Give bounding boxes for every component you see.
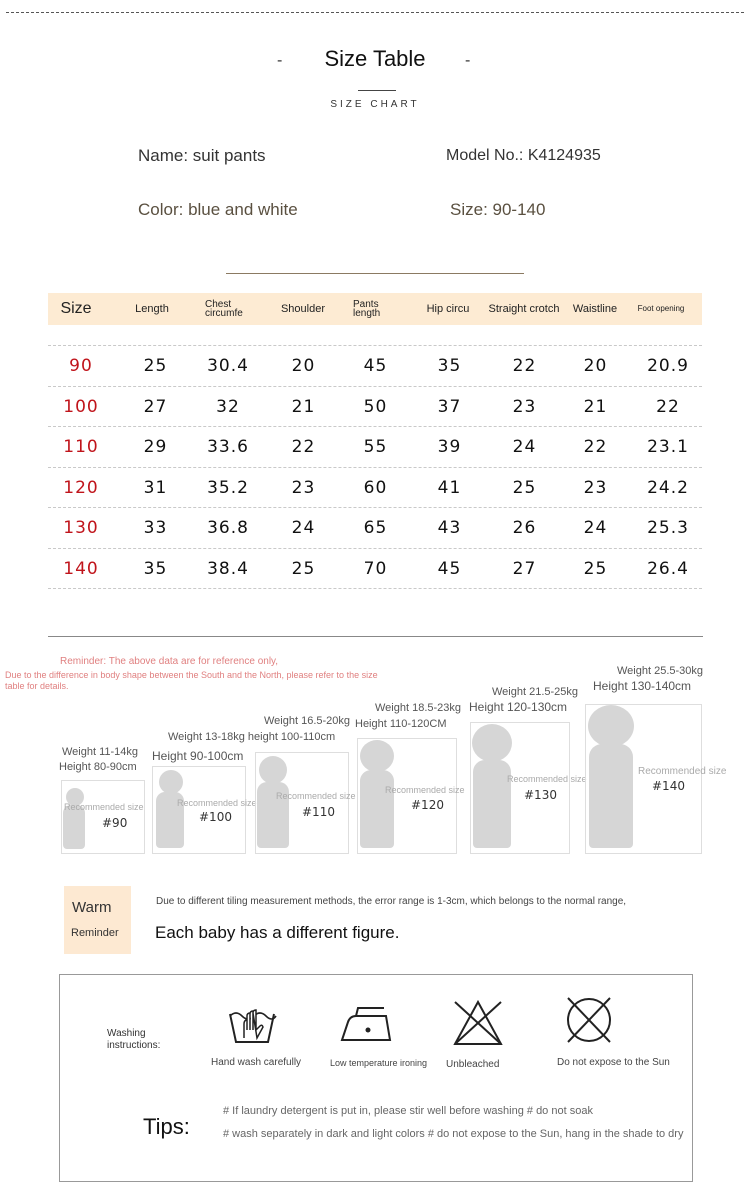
- hand-wash-caption: Hand wash carefully: [211, 1057, 302, 1068]
- reminder-line-2: Due to the difference in body shape between the South and the North, please refer to the size table for details.: [5, 670, 378, 691]
- cell-length: 31: [143, 478, 168, 498]
- size-110-number: #110: [302, 805, 335, 819]
- child-silhouette-icon: [473, 760, 511, 848]
- warm-reminder-note: Due to different tiling measurement methods, the error range is 1-3cm, which belongs to the normal range,: [156, 896, 627, 907]
- size-120-number: #120: [411, 798, 444, 812]
- col-crotch: Straight crotch: [488, 302, 560, 315]
- cell-waistline: 25: [583, 559, 608, 579]
- cell-waistline: 20: [583, 356, 608, 376]
- page-subtitle: SIZE CHART: [330, 99, 420, 110]
- title-dash-left: -: [277, 52, 283, 69]
- col-chest: Chest circumfe: [205, 299, 243, 319]
- size-140-recommended: Recommended size: [638, 766, 727, 777]
- col-hip: Hip circu: [426, 302, 470, 315]
- cell-shoulder: 23: [291, 478, 316, 498]
- cell-hip: 37: [437, 397, 462, 417]
- child-silhouette-icon: [259, 756, 287, 784]
- cell-hip: 41: [437, 478, 462, 498]
- cell-shoulder: 20: [291, 356, 316, 376]
- size-90-height: Height 80-90cm: [59, 761, 137, 773]
- size-140-height: Height 130-140cm: [593, 679, 692, 693]
- size-130-recommended: Recommended size: [507, 774, 587, 784]
- hand-wash-icon: [226, 1000, 278, 1046]
- cell-size: 140: [63, 559, 99, 579]
- cell-crotch: 27: [512, 559, 537, 579]
- cell-foot-opening: 25.3: [647, 518, 689, 538]
- cell-length: 33: [143, 518, 168, 538]
- cell-waistline: 23: [583, 478, 608, 498]
- tip-line-1: # If laundry detergent is put in, please stir well before washing # do not soak: [223, 1105, 593, 1117]
- cell-hip: 45: [437, 559, 462, 579]
- cell-hip: 39: [437, 437, 462, 457]
- table-row: [48, 548, 702, 589]
- cell-foot-opening: 24.2: [647, 478, 689, 498]
- cell-shoulder: 24: [291, 518, 316, 538]
- size-120-height: Height 110-120CM: [355, 718, 447, 730]
- cell-foot-opening: 22: [656, 397, 680, 417]
- size-120-recommended: Recommended size: [385, 785, 465, 795]
- size-110-recommended: Recommended size: [276, 791, 356, 801]
- reminder-line-1: Reminder: The above data are for reference only,: [60, 656, 279, 667]
- col-size: Size: [60, 300, 92, 317]
- cell-foot-opening: 23.1: [647, 437, 689, 457]
- cell-crotch: 25: [512, 478, 537, 498]
- size-140-number: #140: [652, 779, 685, 793]
- cell-chest: 36.8: [207, 518, 249, 538]
- cell-waistline: 24: [583, 518, 608, 538]
- size-table-header: [48, 293, 702, 325]
- table-row: [48, 507, 702, 548]
- size-130-height: Height 120-130cm: [469, 700, 568, 714]
- iron-low-icon: [338, 1004, 394, 1044]
- title-underline: [358, 90, 396, 91]
- cell-shoulder: 22: [291, 437, 316, 457]
- size-90-recommended: Recommended size: [64, 802, 144, 812]
- cell-crotch: 24: [512, 437, 537, 457]
- col-foot-opening: Foot opening: [637, 304, 685, 313]
- col-pants-length: Pants length: [353, 299, 381, 319]
- col-shoulder: Shoulder: [280, 302, 326, 315]
- cell-size: 90: [69, 356, 93, 376]
- product-size-range: Size: 90-140: [450, 200, 546, 219]
- warm-reminder-title: Warm: [72, 899, 112, 916]
- size-100-height: Height 90-100cm: [152, 749, 244, 763]
- child-silhouette-icon: [360, 740, 394, 772]
- top-dashed-divider: [6, 12, 744, 13]
- cell-size: 110: [63, 437, 99, 457]
- child-silhouette-icon: [159, 770, 183, 794]
- cell-waistline: 21: [583, 397, 608, 417]
- size-130-number: #130: [524, 788, 557, 802]
- cell-pants-length: 70: [363, 559, 388, 579]
- warm-reminder-headline: Each baby has a different figure.: [155, 923, 400, 942]
- table-bottom-rule: [48, 588, 702, 589]
- size-90-number: #90: [102, 816, 128, 830]
- size-120-weight: Weight 18.5-23kg: [375, 702, 462, 714]
- section-divider: [48, 636, 703, 637]
- info-divider: [226, 273, 524, 274]
- cell-pants-length: 55: [363, 437, 388, 457]
- cell-foot-opening: 26.4: [647, 559, 689, 579]
- cell-pants-length: 45: [363, 356, 388, 376]
- no-bleach-caption: Unbleached: [446, 1059, 500, 1070]
- cell-length: 35: [143, 559, 168, 579]
- cell-shoulder: 25: [291, 559, 316, 579]
- cell-pants-length: 60: [363, 478, 388, 498]
- tip-line-2: # wash separately in dark and light colors # do not expose to the Sun, hang in the shade to dry: [223, 1128, 684, 1140]
- cell-waistline: 22: [583, 437, 608, 457]
- size-140-weight: Weight 25.5-30kg: [617, 665, 704, 677]
- cell-chest: 35.2: [207, 478, 249, 498]
- table-row: [48, 386, 702, 427]
- size-100-number: #100: [199, 810, 232, 824]
- cell-chest: 30.4: [207, 356, 249, 376]
- col-waistline: Waistline: [572, 302, 618, 315]
- cell-chest: 33.6: [207, 437, 249, 457]
- table-row: [48, 345, 702, 386]
- child-silhouette-icon: [588, 705, 634, 747]
- tips-label: Tips:: [143, 1114, 190, 1139]
- iron-low-caption: Low temperature ironing: [330, 1058, 428, 1068]
- cell-foot-opening: 20.9: [647, 356, 689, 376]
- warm-reminder-subtitle: Reminder: [71, 927, 119, 939]
- cell-hip: 35: [437, 356, 462, 376]
- cell-size: 120: [63, 478, 99, 498]
- table-row: [48, 426, 702, 467]
- cell-hip: 43: [437, 518, 462, 538]
- cell-chest: 38.4: [207, 559, 249, 579]
- product-color: Color: blue and white: [138, 200, 298, 219]
- cell-crotch: 22: [512, 356, 537, 376]
- no-bleach-icon: [451, 998, 505, 1048]
- washing-label: Washing instructions:: [107, 1028, 161, 1051]
- cell-crotch: 23: [512, 397, 537, 417]
- col-length: Length: [135, 302, 169, 315]
- cell-length: 29: [143, 437, 168, 457]
- no-sun-caption: Do not expose to the Sun: [557, 1057, 670, 1068]
- cell-length: 25: [143, 356, 168, 376]
- product-name: Name: suit pants: [138, 146, 266, 165]
- cell-size: 100: [63, 397, 99, 417]
- child-silhouette-icon: [472, 724, 512, 762]
- size-90-weight: Weight 11-14kg: [62, 746, 139, 758]
- size-110-weight: Weight 16.5-20kg: [264, 715, 351, 727]
- cell-crotch: 26: [512, 518, 537, 538]
- cell-size: 130: [63, 518, 99, 538]
- no-sun-icon: [562, 994, 616, 1046]
- cell-chest: 32: [216, 397, 240, 417]
- title-dash-right: -: [465, 52, 471, 69]
- warm-reminder-badge: [64, 886, 131, 954]
- size-100-weight: Weight 13-18kg height 100-110cm: [168, 731, 336, 743]
- cell-length: 27: [143, 397, 168, 417]
- cell-pants-length: 50: [363, 397, 388, 417]
- child-silhouette-icon: [589, 744, 633, 848]
- page-title: Size Table: [324, 46, 426, 71]
- size-130-weight: Weight 21.5-25kg: [492, 686, 579, 698]
- table-row: [48, 467, 702, 508]
- product-model: Model No.: K4124935: [446, 147, 601, 164]
- cell-shoulder: 21: [291, 397, 316, 417]
- child-silhouette-icon: [360, 770, 394, 848]
- size-100-recommended: Recommended size: [177, 798, 257, 808]
- cell-pants-length: 65: [363, 518, 388, 538]
